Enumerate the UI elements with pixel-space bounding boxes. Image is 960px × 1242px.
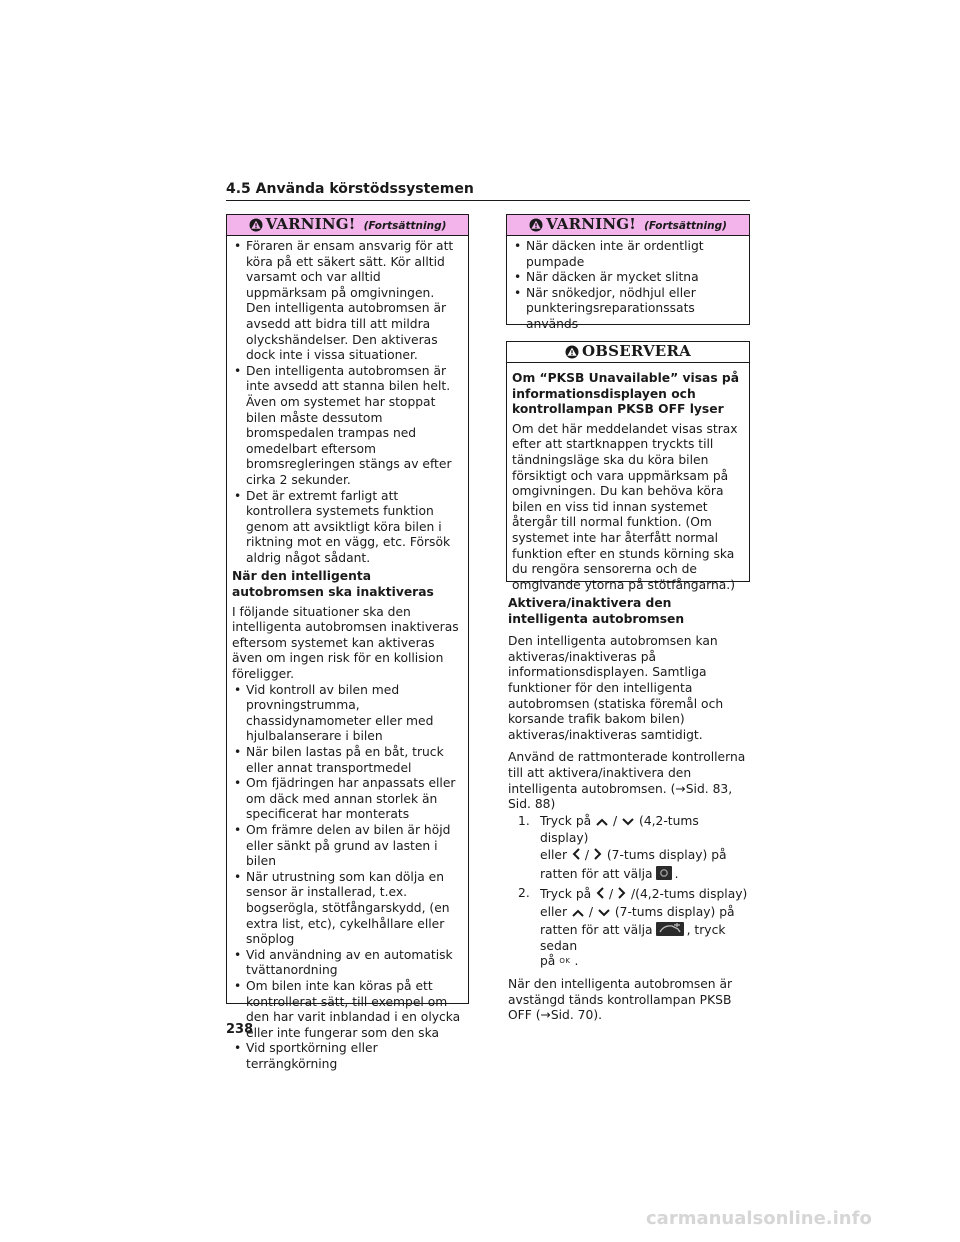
- deactivate-paragraph: I följande situationer ska den intelligenta autobromsen inaktiveras eftersom systemet kan aktiveras även om ingen risk för en kollision föreligger.: [232, 604, 459, 682]
- list-item: • Det är extremt farligt att kontrollera systemets funktion genom att avsiktligt köra bilen i riktning mot en vägg, etc. Försök aldrig något sådant.: [232, 489, 461, 567]
- page-number: 238: [226, 1022, 254, 1037]
- step-text: på: [540, 954, 556, 969]
- list-item: • När däcken är mycket slitna: [512, 270, 742, 286]
- list-item: • När däcken inte är ordentligt pumpade: [512, 239, 742, 270]
- step-text: /: [588, 904, 594, 919]
- step-text: ratten för att välja: [540, 923, 653, 938]
- warning-title: VARNING!: [546, 215, 637, 234]
- step-number: 2.: [518, 886, 530, 901]
- note-box: [506, 341, 750, 592]
- deactivate-list: [232, 683, 461, 1073]
- step-text: , tryck sedan: [540, 923, 726, 953]
- step-text: Tryck på: [540, 813, 592, 828]
- warning-list: [232, 239, 461, 566]
- step-text: eller: [540, 847, 568, 862]
- step-text: Tryck på: [540, 887, 592, 902]
- note-header: [507, 342, 749, 363]
- warning-title: VARNING!: [265, 215, 356, 234]
- list-item: • När snökedjor, nödhjul eller punkteringsreparationssats används: [512, 286, 742, 333]
- chevron-down-icon: [621, 816, 635, 832]
- ok-button-icon: OK: [559, 957, 571, 966]
- step-text: .: [574, 954, 579, 969]
- warning-icon: [249, 218, 263, 232]
- warning-subtitle: (Fortsättning): [644, 219, 727, 232]
- step-text: /(4,2-tums display): [631, 887, 748, 902]
- section-title: 4.5 Använda körstödssystemen: [226, 181, 474, 197]
- watermark: carmanualsonline.info: [646, 1208, 872, 1229]
- warning-body: [507, 236, 749, 337]
- step-1: [508, 814, 750, 882]
- activate-heading: Aktivera/inaktivera den intelligenta autobromsen: [508, 596, 685, 626]
- step-text: /: [613, 813, 618, 828]
- step-text: .: [674, 866, 679, 881]
- note-heading: Om “PKSB Unavailable” visas på informationsdisplayen och kontrollampan PKSB OFF lyser: [512, 371, 740, 417]
- step-text: eller: [540, 904, 568, 919]
- step-text: (4,2-tums display): [540, 813, 699, 846]
- settings-icon: [656, 866, 672, 880]
- list-item: • När utrustning som kan dölja en sensor är installerad, t.ex. bogserögla, stötfångarskydd, (en extra list, etc), cykelhållare eller snöplog: [232, 870, 461, 948]
- list-item: • Vid kontroll av bilen med provningstrumma, chassidynamometer eller med hjulbalanserare i bilen: [232, 683, 461, 745]
- chevron-down-icon: [597, 907, 611, 923]
- chevron-up-icon: [595, 816, 609, 832]
- caution-icon: [565, 345, 579, 359]
- chevron-up-icon: [571, 907, 585, 923]
- paragraph: Använd de rattmonterade kontrollerna till att aktivera/inaktivera den intelligenta autobromsen. (→Sid. 83, Sid. 88): [508, 750, 746, 812]
- list-item: • Om bilen inte kan köras på ett kontrollerat sätt, till exempel om den har varit inblandad i en olycka eller inte fungerar som den ska: [232, 979, 461, 1041]
- deactivate-heading: När den intelligenta autobromsen ska inaktiveras: [232, 569, 434, 600]
- list-item: • Om främre delen av bilen är höjd eller sänkt på grund av lasten i bilen: [232, 823, 461, 870]
- step-text: /: [584, 847, 590, 862]
- note-paragraph: Om det här meddelandet visas strax efter att startknappen tryckts till tändningsläge ska du köra bilen försiktigt och vara uppmärksam på omgivningen. Du kan behöva köra bilen en viss tid innan systemet återgår till normal funktion. (Om systemet inte har återfått normal funktion efter en stunds körning ska du rengöra sensorerna och de omgivande ytorna på stötfångarna.): [512, 421, 738, 592]
- note-body: [507, 363, 749, 597]
- step-2: [508, 886, 750, 970]
- note-title: OBSERVERA: [582, 342, 691, 361]
- chevron-left-icon: [571, 847, 581, 866]
- list-item: • Vid användning av en automatisk tvättanordning: [232, 948, 461, 979]
- paragraph: Den intelligenta autobromsen kan aktiveras/inaktiveras på informationsdisplayen. Samtliga funktioner för den intelligenta autobromsen (statiska föremål och korsande trafik bakom bilen) aktiveras/inaktiveras samtidigt.: [508, 634, 724, 742]
- list-item: • Föraren är ensam ansvarig för att köra på ett säkert sätt. Kör alltid varsamt och var alltid uppmärksam på omgivningen. Den intelligenta autobromsen är avsedd att bidra till att mildra olyckshändelser. Den aktiveras dock inte i vissa situationer.: [232, 239, 461, 364]
- list-item: • När bilen lastas på en båt, truck eller annat transportmedel: [232, 745, 461, 776]
- warning-list: [512, 239, 742, 333]
- step-text: ratten för att välja: [540, 866, 653, 881]
- warning-body: [227, 236, 468, 1076]
- paragraph: När den intelligenta autobromsen är avstängd tänds kontrollampan PKSB OFF (→Sid. 70).: [508, 977, 733, 1023]
- warning-box-right: [506, 214, 750, 331]
- step-number: 1.: [518, 813, 530, 828]
- chevron-right-icon: [617, 886, 627, 905]
- list-item: • Om fjädringen har anpassats eller om däck med annan storlek än specificerat har monterats: [232, 776, 461, 823]
- step-text: (7-tums display) på: [606, 847, 727, 862]
- warning-header: [227, 215, 468, 236]
- step-text: /: [609, 887, 614, 902]
- list-item: • Vid sportkörning eller terrängkörning: [232, 1041, 461, 1072]
- step-text: (7-tums display) på: [614, 904, 735, 919]
- warning-icon: [529, 218, 543, 232]
- warning-subtitle: (Fortsättning): [363, 219, 447, 232]
- list-item: • Den intelligenta autobromsen är inte avsedd att stanna bilen helt. Även om systemet har stoppat bilen måste dessutom bromspedalen trampas ned omedelbart eftersom bromsregleringen stängs av efter cirka 2 sekunder.: [232, 364, 461, 489]
- right-column: [508, 596, 750, 1024]
- chevron-right-icon: [593, 847, 603, 866]
- pksb-car-icon: [656, 922, 684, 936]
- chevron-left-icon: [595, 886, 605, 905]
- section-header: [226, 178, 750, 201]
- warning-header: [507, 215, 749, 236]
